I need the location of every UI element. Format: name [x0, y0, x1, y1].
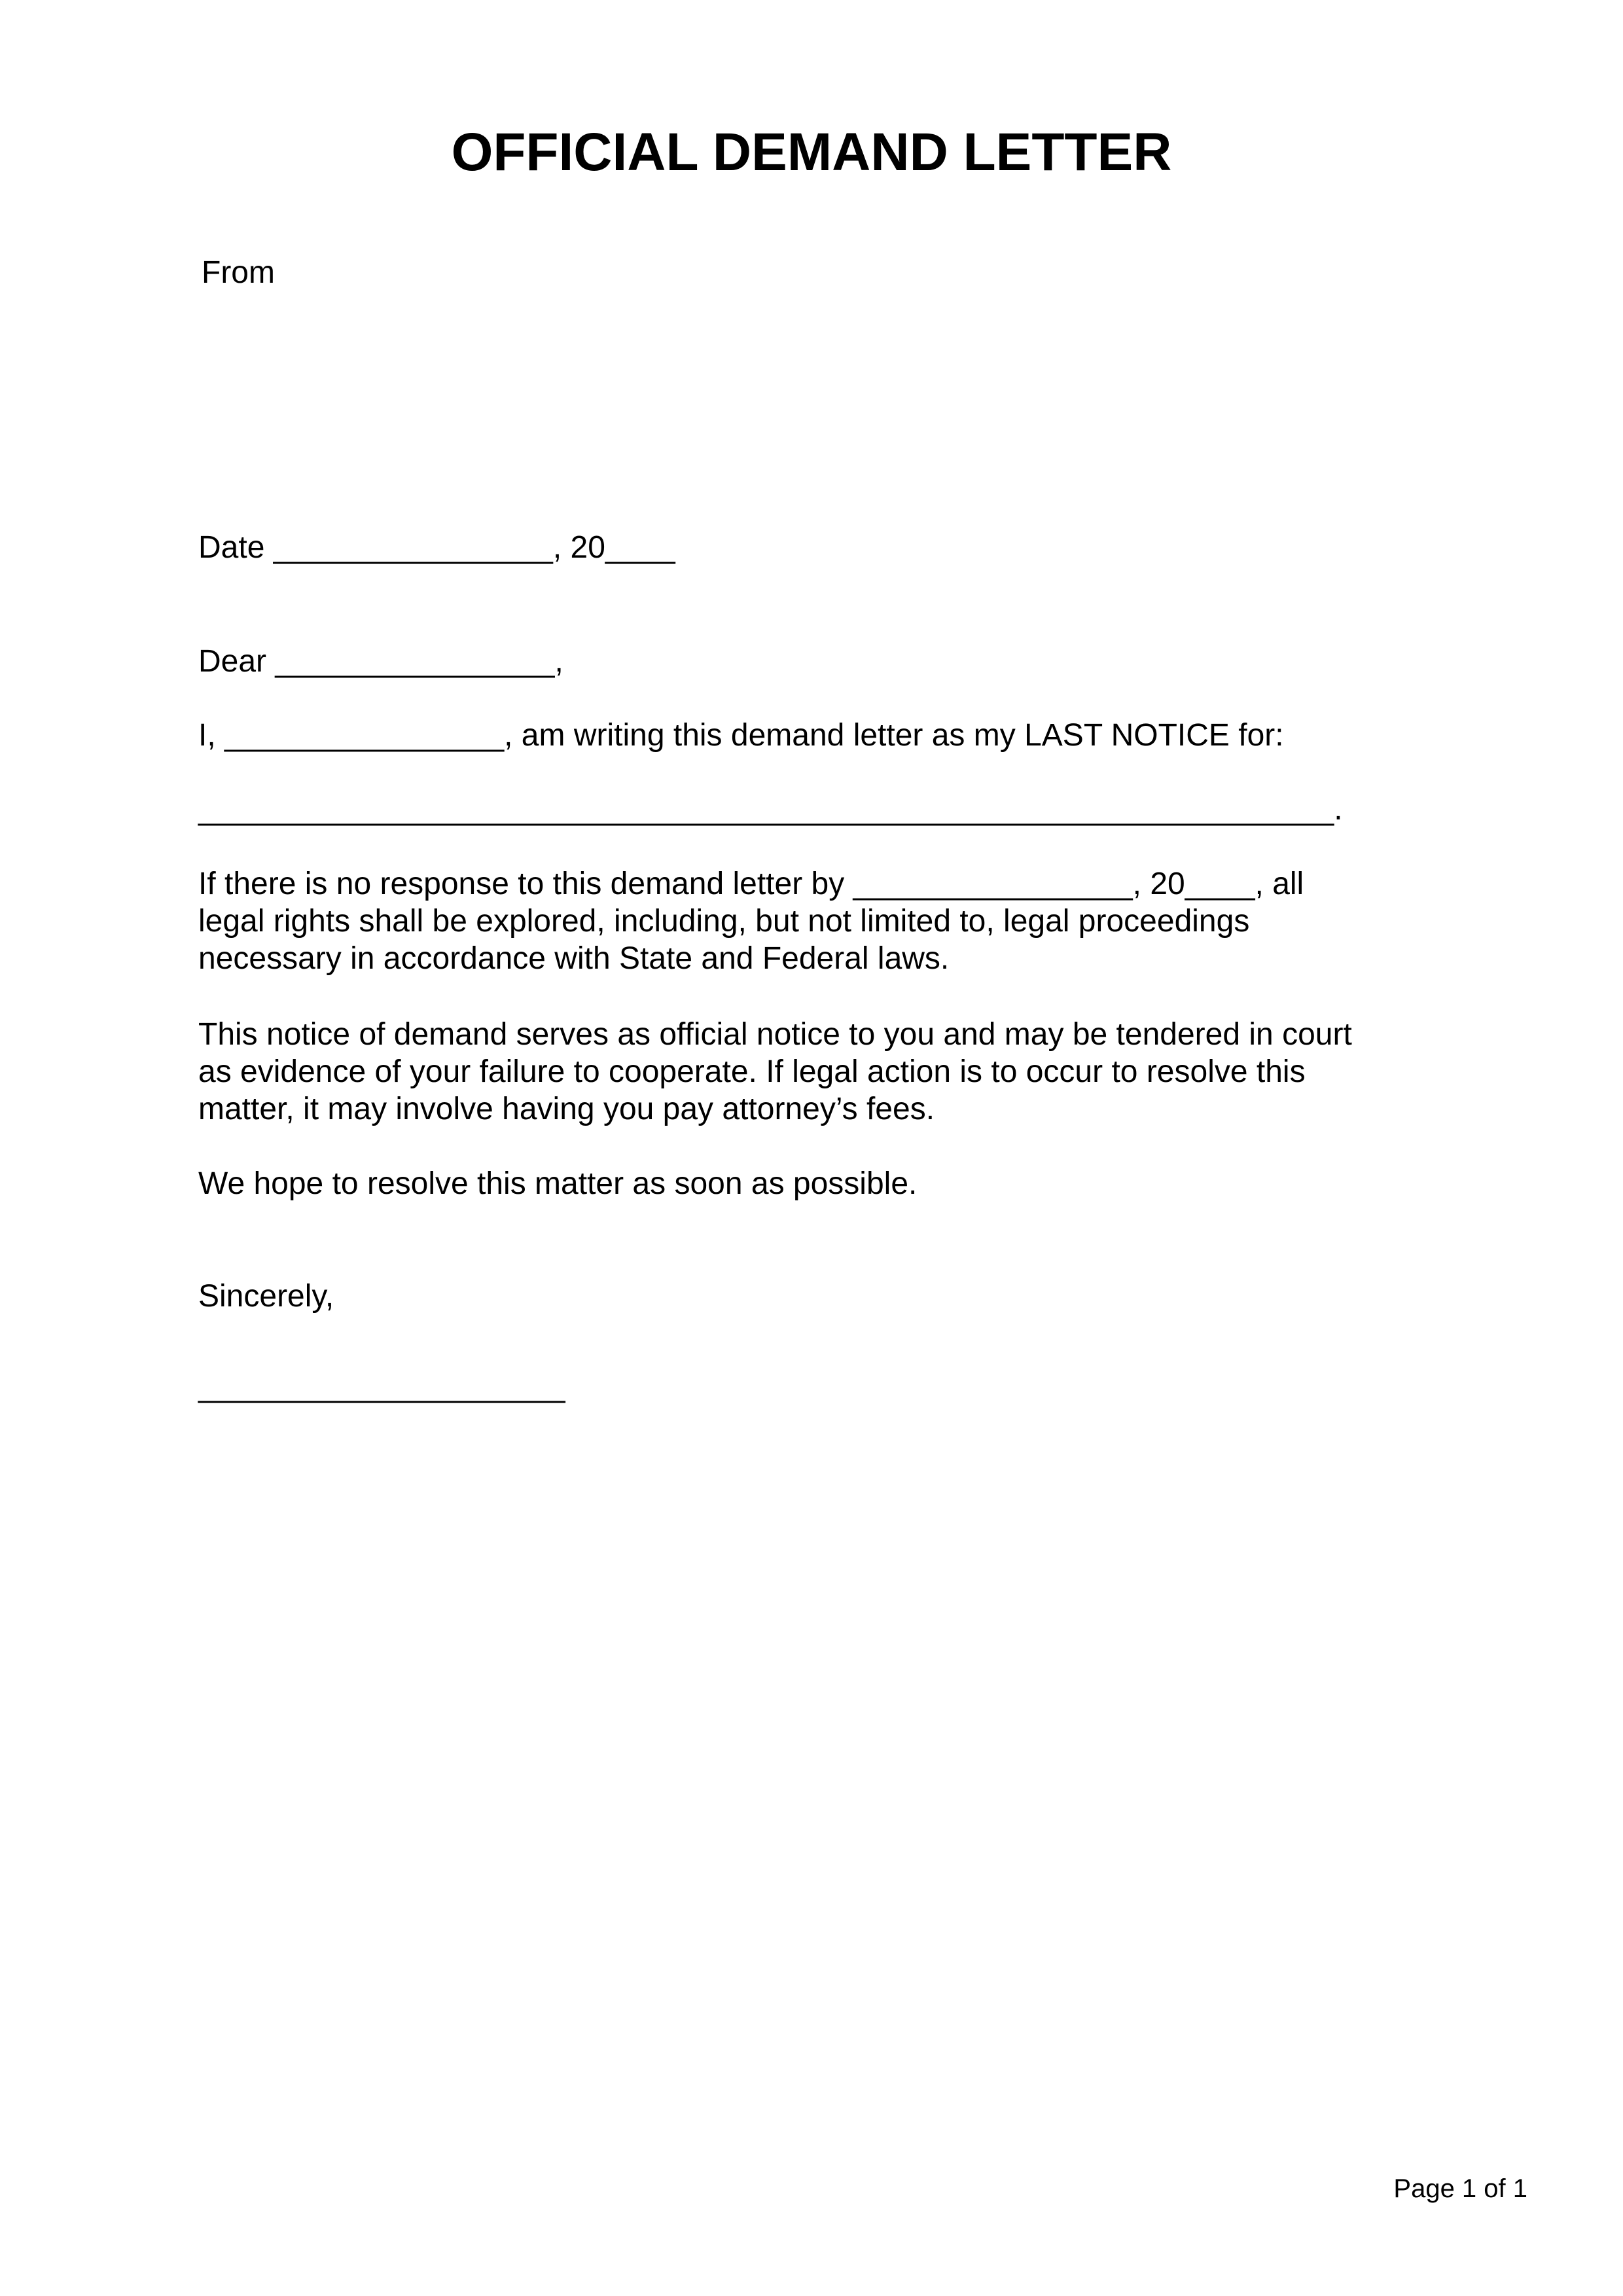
document-title: OFFICIAL DEMAND LETTER: [451, 122, 1172, 182]
signature-line: _____________________: [198, 1369, 565, 1404]
salutation-line: Dear ________________,: [198, 644, 563, 679]
page-number: Page 1 of 1: [1393, 2174, 1527, 2203]
intro-line: I, ________________, am writing this demand letter as my LAST NOTICE for:: [198, 718, 1284, 753]
deadline-paragraph: If there is no response to this demand letter by ________________, 20____, all legal rights shall be explored, including, but not limited to, legal proceedings necessary in accordance with State and Federal laws.: [198, 867, 1304, 976]
notice-paragraph: This notice of demand serves as official notice to you and may be tendered in court as evidence of your failure to cooperate. If legal action is to occur to resolve this matter, it may involve having you pay attorney’s fees.: [198, 1017, 1352, 1126]
reason-blank-line: _________________________________________________________________.: [198, 792, 1343, 827]
closing-text: Sincerely,: [198, 1279, 334, 1314]
date-line: Date ________________, 20____: [198, 530, 675, 565]
resolution-paragraph: We hope to resolve this matter as soon as possible.: [198, 1166, 918, 1201]
from-label: From: [202, 255, 275, 290]
